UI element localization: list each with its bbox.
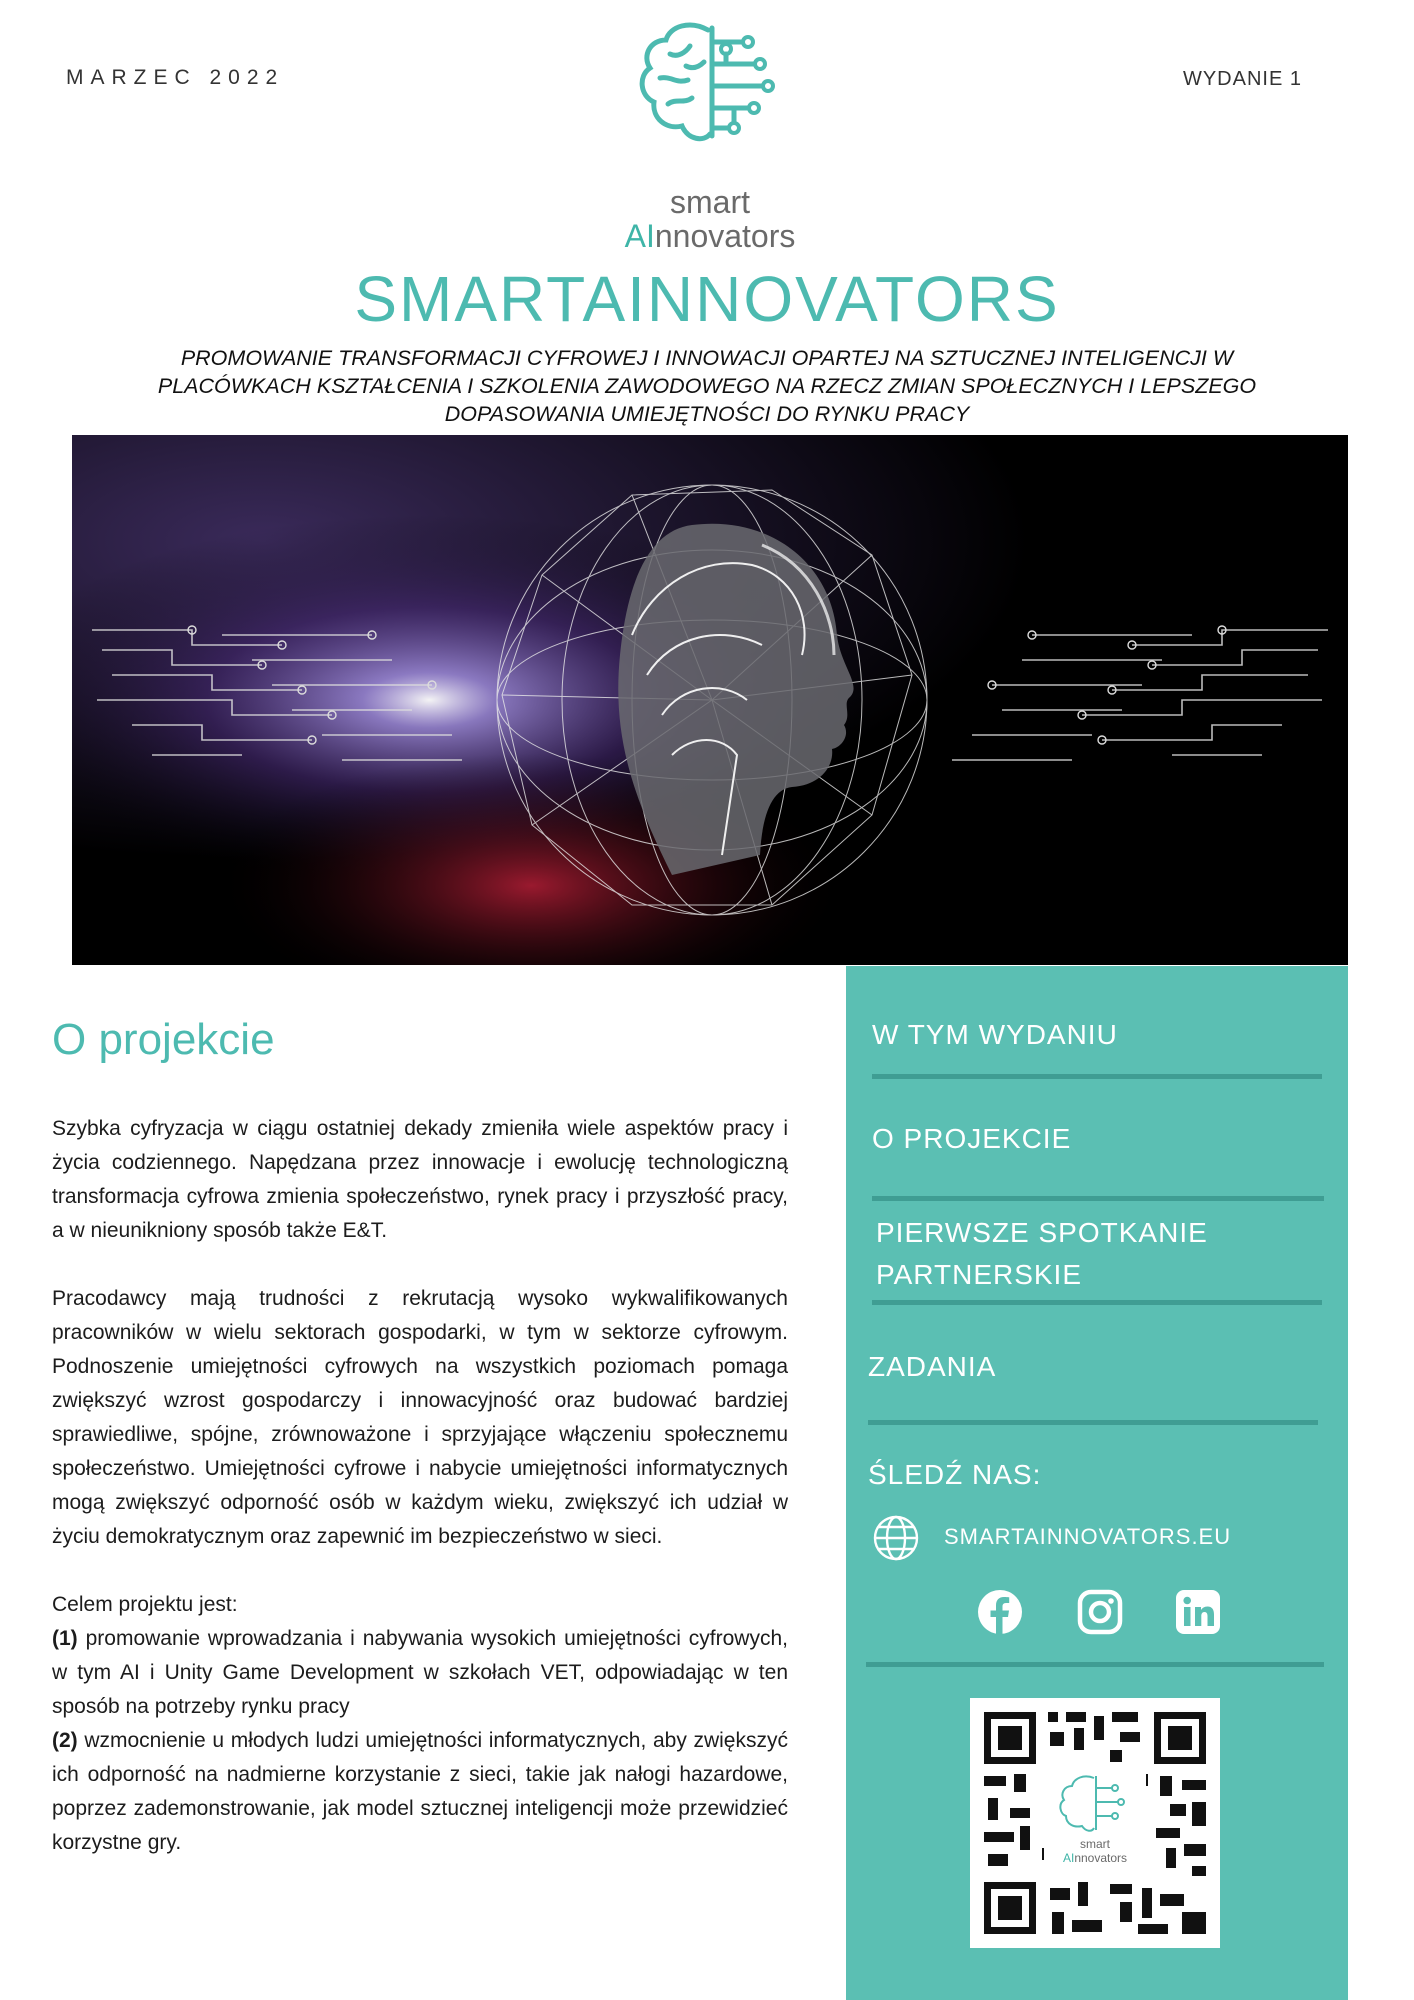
edition-number: WYDANIE 1 bbox=[1182, 68, 1302, 90]
wordmark-nnovators: nnovators bbox=[654, 218, 796, 254]
goal-1 bbox=[52, 1622, 788, 1724]
wordmark-ainnovators bbox=[600, 219, 820, 253]
sidebar-divider bbox=[866, 1662, 1324, 1667]
follow-us-heading: ŚLEDŹ NAS: bbox=[868, 1459, 1042, 1490]
about-paragraph-1: Szybka cyfryzacja w ciągu ostatniej dekady zmieniła wiele aspektów pracy i życia codziennego. Napędzana przez innowacje i ewolucję technologiczną transformacja cyfrowa zmienia społeczeństwo, rynek pracy i przyszłość pracy, a w nieunikniony sposób także E&T. bbox=[52, 1117, 788, 1242]
goal-1-text: promowanie wprowadzania i nabywania wysokich umiejętności cyfrowych, w tym AI i Unity Game Development w szkołach VET, odpowiadając w ten sposób na potrzeby rynku pracy bbox=[52, 1627, 788, 1718]
sidebar-item-tasks[interactable]: ZADANIA bbox=[868, 1351, 997, 1382]
goal-1-number: (1) bbox=[52, 1627, 78, 1650]
goal-2-text: wzmocnienie u młodych ludzi umiejętności informatycznych, aby zwiększyć ich odporność na nadmierne korzystanie z sieci, takie jak nałogi hazardowe, poprzez zademonstrowanie, jak model sztucznej inteligencji może przewidzieć korzystne gry. bbox=[52, 1729, 788, 1854]
sidebar-divider bbox=[872, 1300, 1322, 1305]
in-this-issue-heading: W TYM WYDANIU bbox=[872, 1019, 1118, 1050]
brand-wordmark bbox=[600, 185, 820, 253]
qr-logo-ainnovators bbox=[1063, 1851, 1127, 1865]
wordmark-ai: AI bbox=[624, 218, 655, 254]
newsletter-subtitle: PROMOWANIE TRANSFORMACJI CYFROWEJ I INNOWACJI OPARTEJ NA SZTUCZNEJ INTELIGENCJI W PLACÓWKACH KSZTAŁCENIA I SZKOLENIA ZAWODOWEGO NA RZECZ ZMIAN SPOŁECZNYCH I LEPSZEGO DOPASOWANIA UMIEJĘTNOŚCI DO RYNKU PRACY bbox=[157, 346, 1257, 426]
hero-ai-head-image bbox=[72, 435, 1348, 965]
instagram-icon[interactable] bbox=[1076, 1588, 1124, 1636]
about-paragraph-2: Pracodawcy mają trudności z rekrutacją wysoko wykwalifikowanych pracowników w wielu sektorach gospodarki, w tym w sektorze cyfrowym. Podnoszenie umiejętności cyfrowych na wszystkich poziomach pomaga zwiększyć wzrost gospodarczy i innowacyjność oraz budować bardziej sprawiedliwe, spójne, zrównoważone i sprzyjające włączeniu społecznemu społeczeństwo. Umiejętności cyfrowe i nabycie umiejętności informatycznych mogą zwiększyć odporność osób w każdym wieku, zwiększyć ich udział w życiu demokratycznym oraz zapewnić im bezpieczeństwo w sieci. bbox=[52, 1287, 788, 1548]
sidebar-item-about[interactable]: O PROJEKCIE bbox=[872, 1123, 1072, 1154]
qr-logo-nnovators: nnovators bbox=[1074, 1851, 1128, 1865]
sidebar-divider bbox=[872, 1074, 1322, 1079]
goal-2-number: (2) bbox=[52, 1729, 78, 1752]
website-link[interactable]: SMARTAINNOVATORS.EU bbox=[944, 1524, 1232, 1549]
issue-date: MARZEC 2022 bbox=[66, 66, 285, 89]
qr-logo-smart: smart bbox=[1080, 1837, 1110, 1851]
sidebar-item-first-meeting-line2: PARTNERSKIE bbox=[876, 1259, 1083, 1290]
qr-code[interactable] bbox=[970, 1698, 1220, 1948]
sidebar-item-first-meeting[interactable] bbox=[876, 1212, 1208, 1296]
brain-logo-icon bbox=[630, 18, 790, 158]
sidebar-divider bbox=[872, 1196, 1324, 1201]
sidebar-divider bbox=[868, 1420, 1318, 1425]
linkedin-icon[interactable] bbox=[1174, 1588, 1222, 1636]
about-heading: O projekcie bbox=[52, 1015, 275, 1064]
qr-logo-ai: AI bbox=[1062, 1851, 1075, 1865]
sidebar-item-first-meeting-line1: PIERWSZE SPOTKANIE bbox=[876, 1217, 1208, 1248]
wordmark-smart: smart bbox=[670, 184, 750, 220]
facebook-icon[interactable] bbox=[976, 1588, 1024, 1636]
goals-intro: Celem projektu jest: bbox=[52, 1593, 238, 1616]
goal-2 bbox=[52, 1724, 788, 1860]
globe-icon[interactable] bbox=[872, 1514, 920, 1562]
qr-code-pattern bbox=[970, 1698, 1220, 1948]
newsletter-title: SMARTAINNOVATORS bbox=[354, 263, 1060, 335]
sidebar-panel bbox=[846, 966, 1348, 2000]
about-body bbox=[52, 1112, 788, 1860]
